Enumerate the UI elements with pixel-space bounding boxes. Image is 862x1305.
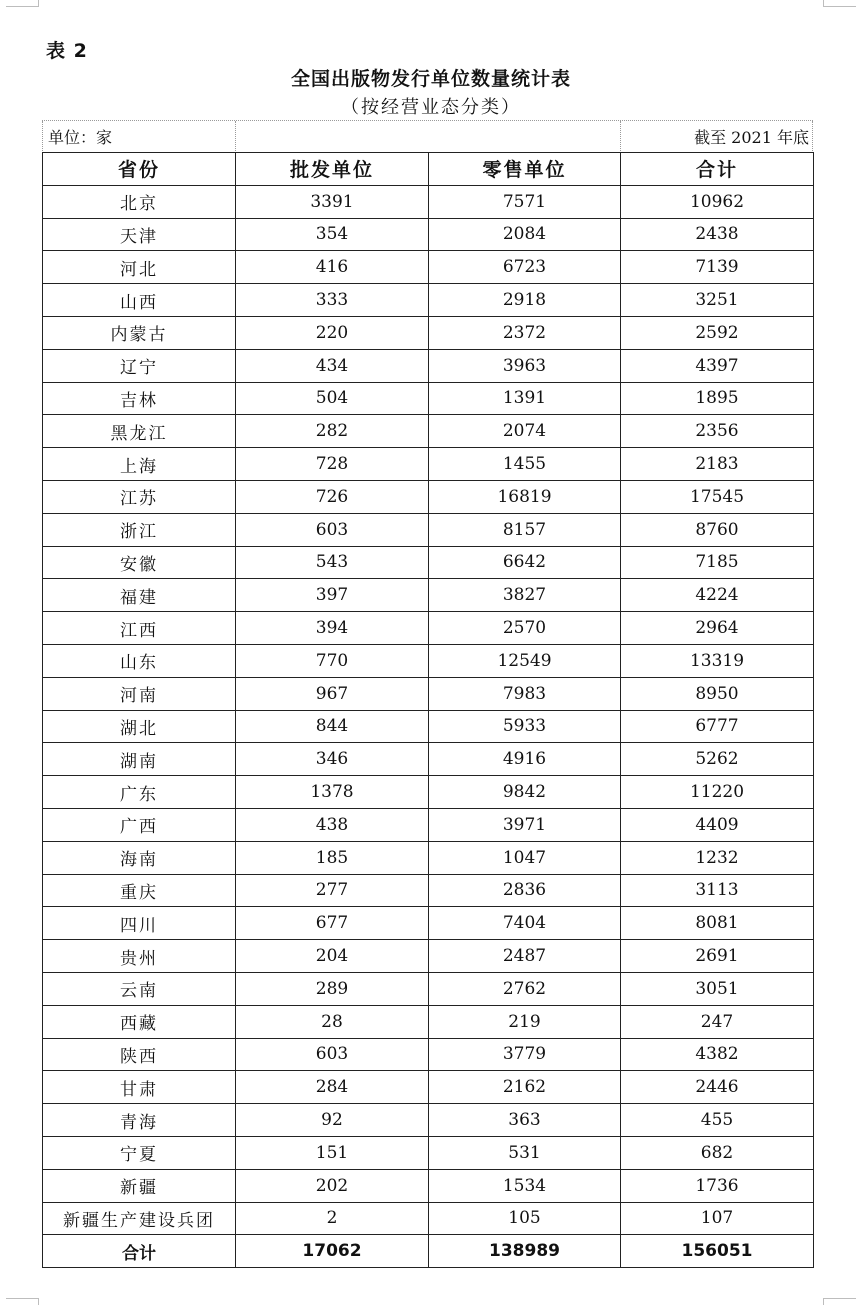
cell-wholesale: 202 [236,1169,429,1202]
cell-retail: 3971 [429,808,621,841]
table-row [43,1038,814,1071]
cell-total: 682 [621,1136,814,1169]
table-row [43,874,814,907]
cell-total: 2183 [621,448,814,481]
cell-province: 安徽 [43,546,236,579]
cell-wholesale: 1378 [236,776,429,809]
cell-wholesale: 284 [236,1071,429,1104]
total-label: 合计 [43,1235,236,1268]
cell-retail: 3779 [429,1038,621,1071]
cell-total: 3113 [621,874,814,907]
cell-wholesale: 3391 [236,185,429,218]
cell-wholesale: 416 [236,251,429,284]
cell-retail: 7983 [429,677,621,710]
table-row [43,382,814,415]
meta-divider [235,121,236,153]
cell-province: 黑龙江 [43,415,236,448]
cell-province: 福建 [43,579,236,612]
table-row [43,743,814,776]
page-corner-mark [823,0,856,7]
cell-wholesale: 204 [236,940,429,973]
table-row [43,972,814,1005]
table-row [43,316,814,349]
cell-total: 3051 [621,972,814,1005]
cell-province: 重庆 [43,874,236,907]
cell-total: 2691 [621,940,814,973]
cell-retail: 16819 [429,480,621,513]
cell-wholesale: 603 [236,513,429,546]
cell-province: 上海 [43,448,236,481]
cell-province: 广东 [43,776,236,809]
table-row [43,808,814,841]
table-row [43,710,814,743]
cell-wholesale: 770 [236,644,429,677]
cell-province: 山西 [43,284,236,317]
cell-wholesale: 397 [236,579,429,612]
table-row [43,776,814,809]
table-row [43,579,814,612]
cell-wholesale: 282 [236,415,429,448]
cell-province: 湖南 [43,743,236,776]
cell-wholesale: 333 [236,284,429,317]
cell-total: 11220 [621,776,814,809]
cell-total: 1736 [621,1169,814,1202]
table-row [43,907,814,940]
cell-retail: 7404 [429,907,621,940]
table-row [43,415,814,448]
table-subtitle: （按经营业态分类） [341,97,521,118]
cell-province: 广西 [43,808,236,841]
cell-province: 天津 [43,218,236,251]
cell-total: 4224 [621,579,814,612]
cell-wholesale: 92 [236,1104,429,1137]
table-row [43,480,814,513]
cell-total: 107 [621,1202,814,1235]
cell-total: 17545 [621,480,814,513]
cell-wholesale: 438 [236,808,429,841]
cell-province: 江西 [43,612,236,645]
header-total: 合计 [621,153,814,186]
table-row [43,644,814,677]
cell-total: 2964 [621,612,814,645]
cell-wholesale: 394 [236,612,429,645]
cell-retail: 2372 [429,316,621,349]
cell-province: 新疆生产建设兵团 [43,1202,236,1235]
cell-total: 1895 [621,382,814,415]
cell-retail: 1391 [429,382,621,415]
table-row [43,251,814,284]
table-row [43,448,814,481]
cell-total: 2446 [621,1071,814,1104]
cell-wholesale: 434 [236,349,429,382]
cell-retail: 3827 [429,579,621,612]
header-retail: 零售单位 [429,153,621,186]
cell-retail: 3963 [429,349,621,382]
cell-province: 北京 [43,185,236,218]
table-row [43,940,814,973]
cell-province: 河南 [43,677,236,710]
cell-wholesale: 603 [236,1038,429,1071]
cell-wholesale: 289 [236,972,429,1005]
cell-retail: 4916 [429,743,621,776]
cell-retail: 5933 [429,710,621,743]
cell-retail: 2074 [429,415,621,448]
table-meta-row [42,120,813,152]
cell-wholesale: 2 [236,1202,429,1235]
cell-retail: 8157 [429,513,621,546]
cell-province: 四川 [43,907,236,940]
table-header-row [43,153,814,186]
page-corner-mark [6,0,39,7]
cell-province: 甘肃 [43,1071,236,1104]
table-row [43,1169,814,1202]
cell-wholesale: 543 [236,546,429,579]
cell-total: 7185 [621,546,814,579]
table-row [43,1071,814,1104]
cell-total: 4382 [621,1038,814,1071]
cell-wholesale: 504 [236,382,429,415]
cell-retail: 2918 [429,284,621,317]
header-wholesale: 批发单位 [236,153,429,186]
cell-province: 青海 [43,1104,236,1137]
header-province: 省份 [43,153,236,186]
table-row [43,841,814,874]
cell-wholesale: 728 [236,448,429,481]
cell-wholesale: 354 [236,218,429,251]
cell-retail: 2487 [429,940,621,973]
cell-retail: 1534 [429,1169,621,1202]
cell-wholesale: 277 [236,874,429,907]
total-retail: 138989 [429,1235,621,1268]
cell-province: 新疆 [43,1169,236,1202]
cell-total: 2592 [621,316,814,349]
cell-province: 云南 [43,972,236,1005]
cell-wholesale: 220 [236,316,429,349]
cell-province: 辽宁 [43,349,236,382]
table-row [43,1104,814,1137]
cell-retail: 1047 [429,841,621,874]
table-row [43,1136,814,1169]
cell-province: 河北 [43,251,236,284]
table-number-label: 表 2 [46,40,88,62]
table-row [43,1005,814,1038]
cell-province: 西藏 [43,1005,236,1038]
cell-retail: 2570 [429,612,621,645]
cell-retail: 2836 [429,874,621,907]
table-row [43,546,814,579]
as-of-date-note: 截至 2021 年底 [694,128,809,147]
cell-retail: 363 [429,1104,621,1137]
table-title: 全国出版物发行单位数量统计表 [290,68,571,90]
cell-province: 海南 [43,841,236,874]
cell-wholesale: 151 [236,1136,429,1169]
cell-total: 8760 [621,513,814,546]
cell-retail: 219 [429,1005,621,1038]
cell-total: 13319 [621,644,814,677]
cell-province: 宁夏 [43,1136,236,1169]
cell-wholesale: 346 [236,743,429,776]
total-wholesale: 17062 [236,1235,429,1268]
cell-total: 4409 [621,808,814,841]
page-corner-mark [823,1298,856,1305]
publication-distribution-stats-table [42,152,814,1268]
cell-retail: 12549 [429,644,621,677]
cell-total: 8081 [621,907,814,940]
cell-province: 江苏 [43,480,236,513]
cell-province: 吉林 [43,382,236,415]
unit-note: 单位：家 [48,128,113,147]
cell-retail: 6723 [429,251,621,284]
cell-retail: 6642 [429,546,621,579]
cell-wholesale: 185 [236,841,429,874]
table-row [43,218,814,251]
cell-total: 3251 [621,284,814,317]
cell-retail: 531 [429,1136,621,1169]
cell-total: 1232 [621,841,814,874]
cell-total: 4397 [621,349,814,382]
cell-province: 湖北 [43,710,236,743]
cell-retail: 9842 [429,776,621,809]
cell-retail: 2162 [429,1071,621,1104]
cell-retail: 7571 [429,185,621,218]
cell-total: 455 [621,1104,814,1137]
table-row [43,612,814,645]
cell-wholesale: 677 [236,907,429,940]
table-row [43,677,814,710]
cell-retail: 105 [429,1202,621,1235]
cell-wholesale: 28 [236,1005,429,1038]
cell-total: 2356 [621,415,814,448]
cell-total: 6777 [621,710,814,743]
cell-wholesale: 967 [236,677,429,710]
table-row [43,513,814,546]
cell-total: 8950 [621,677,814,710]
page-corner-mark [6,1298,39,1305]
cell-total: 2438 [621,218,814,251]
table-row [43,349,814,382]
table-row [43,284,814,317]
meta-divider [812,121,813,153]
cell-retail: 2084 [429,218,621,251]
cell-province: 内蒙古 [43,316,236,349]
cell-retail: 2762 [429,972,621,1005]
meta-divider [42,121,43,153]
cell-total: 5262 [621,743,814,776]
meta-divider [620,121,621,153]
cell-province: 陕西 [43,1038,236,1071]
cell-wholesale: 726 [236,480,429,513]
cell-province: 山东 [43,644,236,677]
cell-total: 7139 [621,251,814,284]
table-total-row [43,1235,814,1268]
total-grand: 156051 [621,1235,814,1268]
cell-total: 247 [621,1005,814,1038]
cell-wholesale: 844 [236,710,429,743]
cell-retail: 1455 [429,448,621,481]
cell-province: 贵州 [43,940,236,973]
cell-province: 浙江 [43,513,236,546]
table-body [43,185,814,1267]
table-row [43,1202,814,1235]
cell-total: 10962 [621,185,814,218]
table-row [43,185,814,218]
